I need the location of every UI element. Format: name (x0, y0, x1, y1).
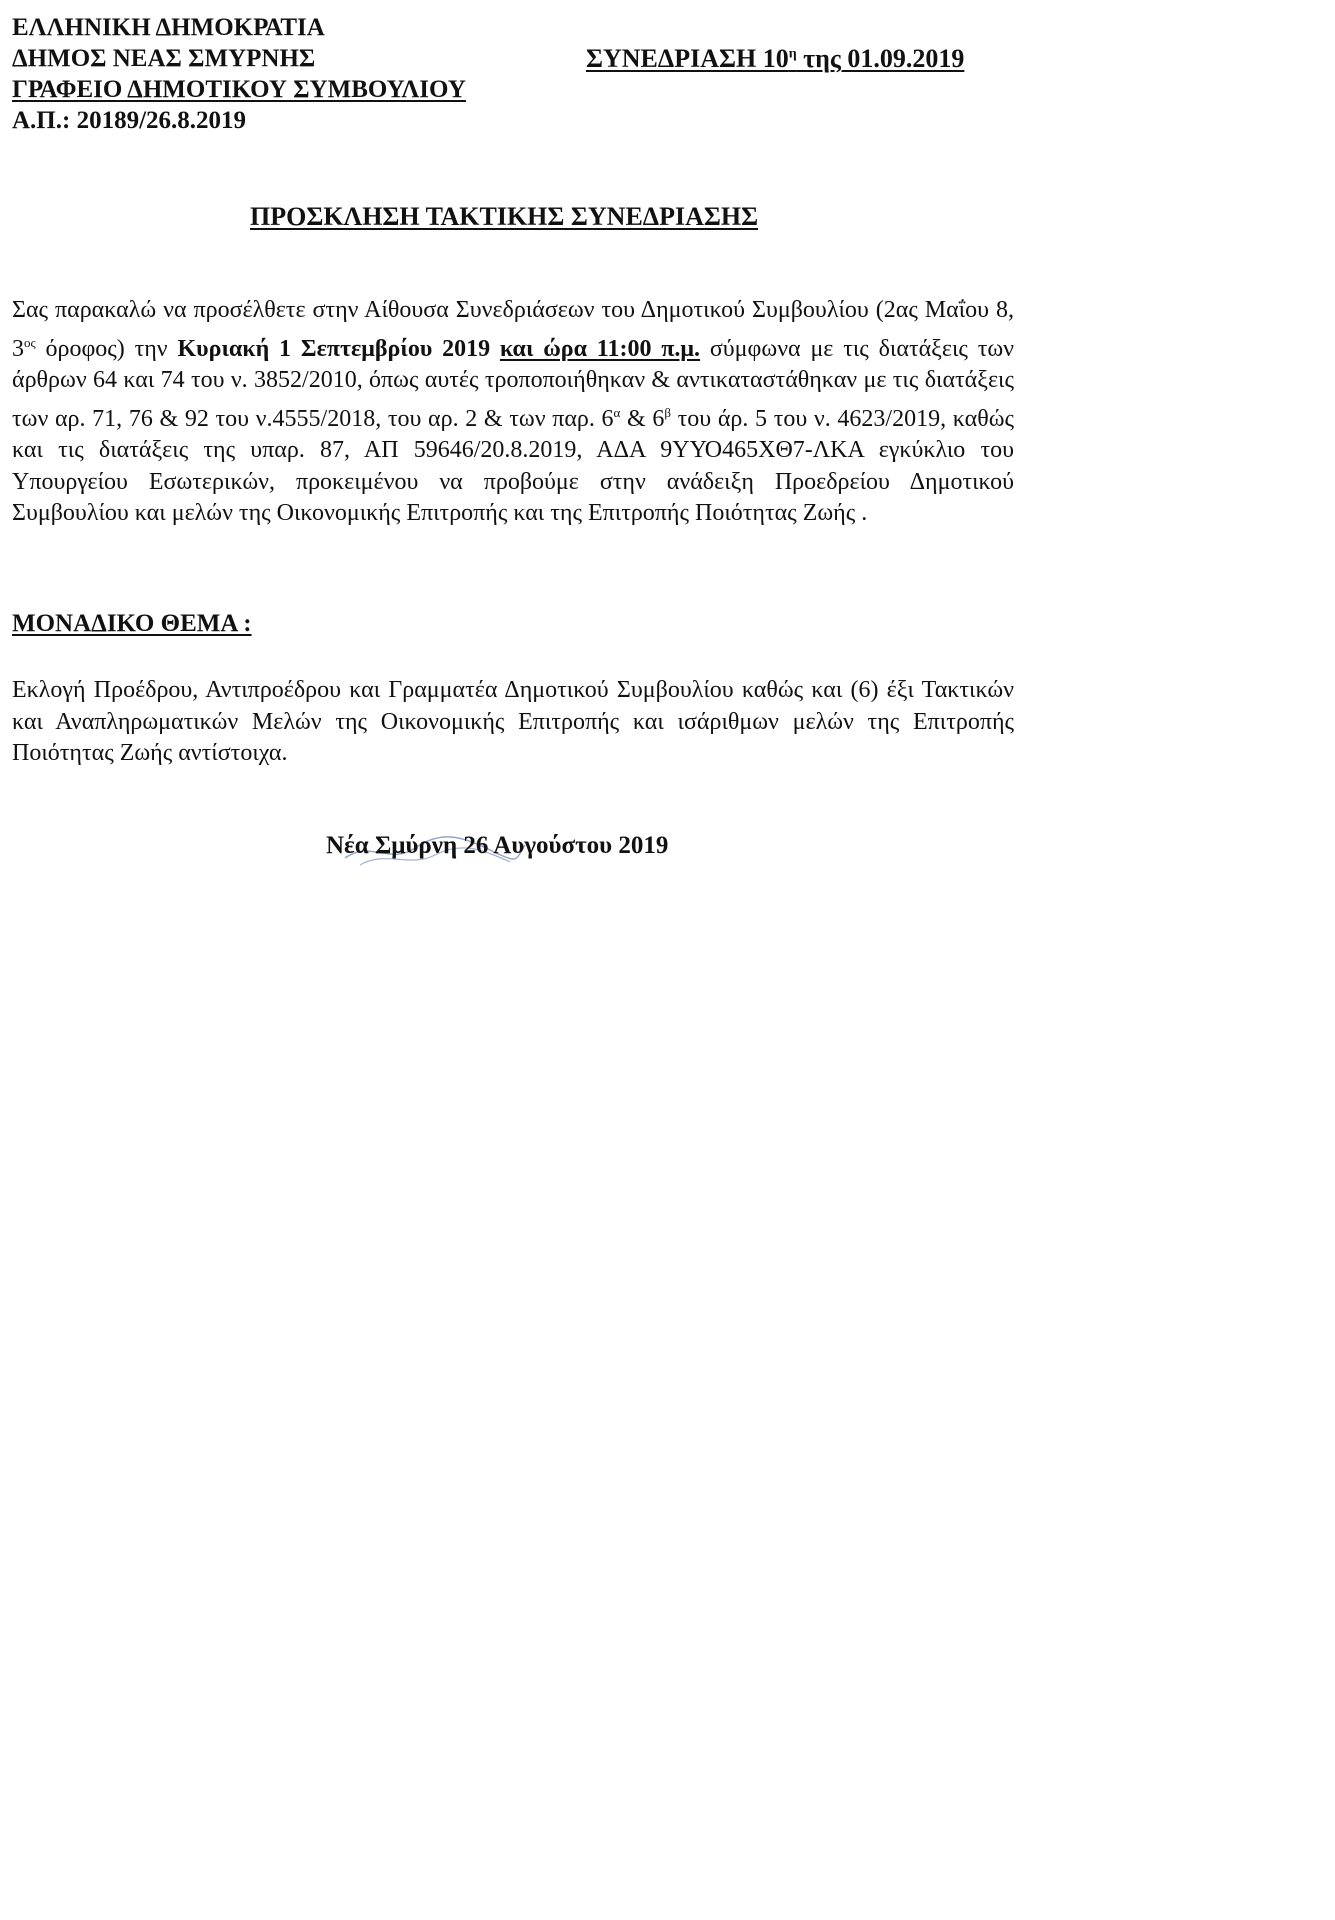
session-prefix: ΣΥΝΕΔΡΙΑΣΗ 10 (586, 44, 789, 73)
topic-text: Εκλογή Προέδρου, Αντιπροέδρου και Γραμματέα Δημοτικού Συμβουλίου καθώς και (6) έξι Τακτικών και Αναπληρωματικών Μελών της Οικονομικής Επιτροπής και ισάριθμων μελών της Επιτροπής Ποιότητας Ζωής αντίστοιχα. (12, 677, 1014, 766)
invitation-body (12, 295, 1014, 530)
body-part-4: σύμφωνα με τις διατάξεις των άρθρων 64 και 74 του ν. 3852/2010, όπως αυτές τροποποιήθηκαν & αντικαταστάθηκαν με τις διατάξεις των αρ. 71, 76 & 92 του ν.4555/2018, του αρ. 2 & των παρ. 6 (12, 335, 1015, 432)
invitation-title: ΠΡΟΣΚΛΗΣΗ ΤΑΚΤΙΚΗΣ ΣΥΝΕΔΡΙΑΣΗΣ (250, 202, 759, 231)
body-part-3 (490, 336, 500, 362)
session-sup: η (788, 46, 797, 62)
session-suffix: της 01.09.2019 (796, 44, 965, 73)
session-number (586, 44, 964, 74)
body-part-1: Σας παρακαλώ να προσέλθετε στην Αίθουσα Συνεδριάσεων του Δημοτικού Συμβουλίου (2ας Μαΐου 8, 3 (12, 297, 1014, 362)
topic-title: ΜΟΝΑΔΙΚΟ ΘΕΜΑ : (12, 610, 252, 637)
protocol-number: Α.Π.: 20189/26.8.2019 (12, 107, 247, 134)
meeting-time: και ώρα 11:00 π.μ. (499, 335, 701, 362)
letterhead-country: ΕΛΛΗΝΙΚΗ ΔΗΜΟΚΡΑΤΙΑ (12, 14, 325, 41)
body-part-6: του άρ. 5 του ν. 4623/2019, καθώς και τις διατάξεις της υπαρ. 87, ΑΠ 59646/20.8.2019, ΑΔΑ 9ΥΥΟ465ΧΘ7-ΛΚΑ εγκύκλιο του Υπουργείου Εσωτερικών, προκειμένου να προβούμε στην ανάδειξη Προεδρείου Δημοτικού Συμβουλίου και μελών της Οικονομικής Επιτροπής και της Επιτροπής Ποιότητας Ζωής . (12, 405, 1014, 526)
body-sup-alpha: α (613, 404, 621, 420)
letterhead (12, 12, 466, 136)
body-sup-beta: β (664, 404, 671, 420)
letterhead-municipality: ΔΗΜΟΣ ΝΕΑΣ ΣΜΥΡΝΗΣ (12, 45, 316, 72)
place-and-date: Νέα Σμύρνη 26 Αυγούστου 2019 (326, 832, 669, 859)
meeting-date: Κυριακή 1 Σεπτεμβρίου 2019 (177, 335, 491, 362)
body-part-5: & 6 (620, 405, 665, 432)
body-part-2: όροφος) την (35, 335, 178, 362)
letterhead-office: ΓΡΑΦΕΙΟ ΔΗΜΟΤΙΚΟΥ ΣΥΜΒΟΥΛΙΟΥ (12, 76, 466, 103)
body-sup-floor: ος (24, 334, 36, 350)
